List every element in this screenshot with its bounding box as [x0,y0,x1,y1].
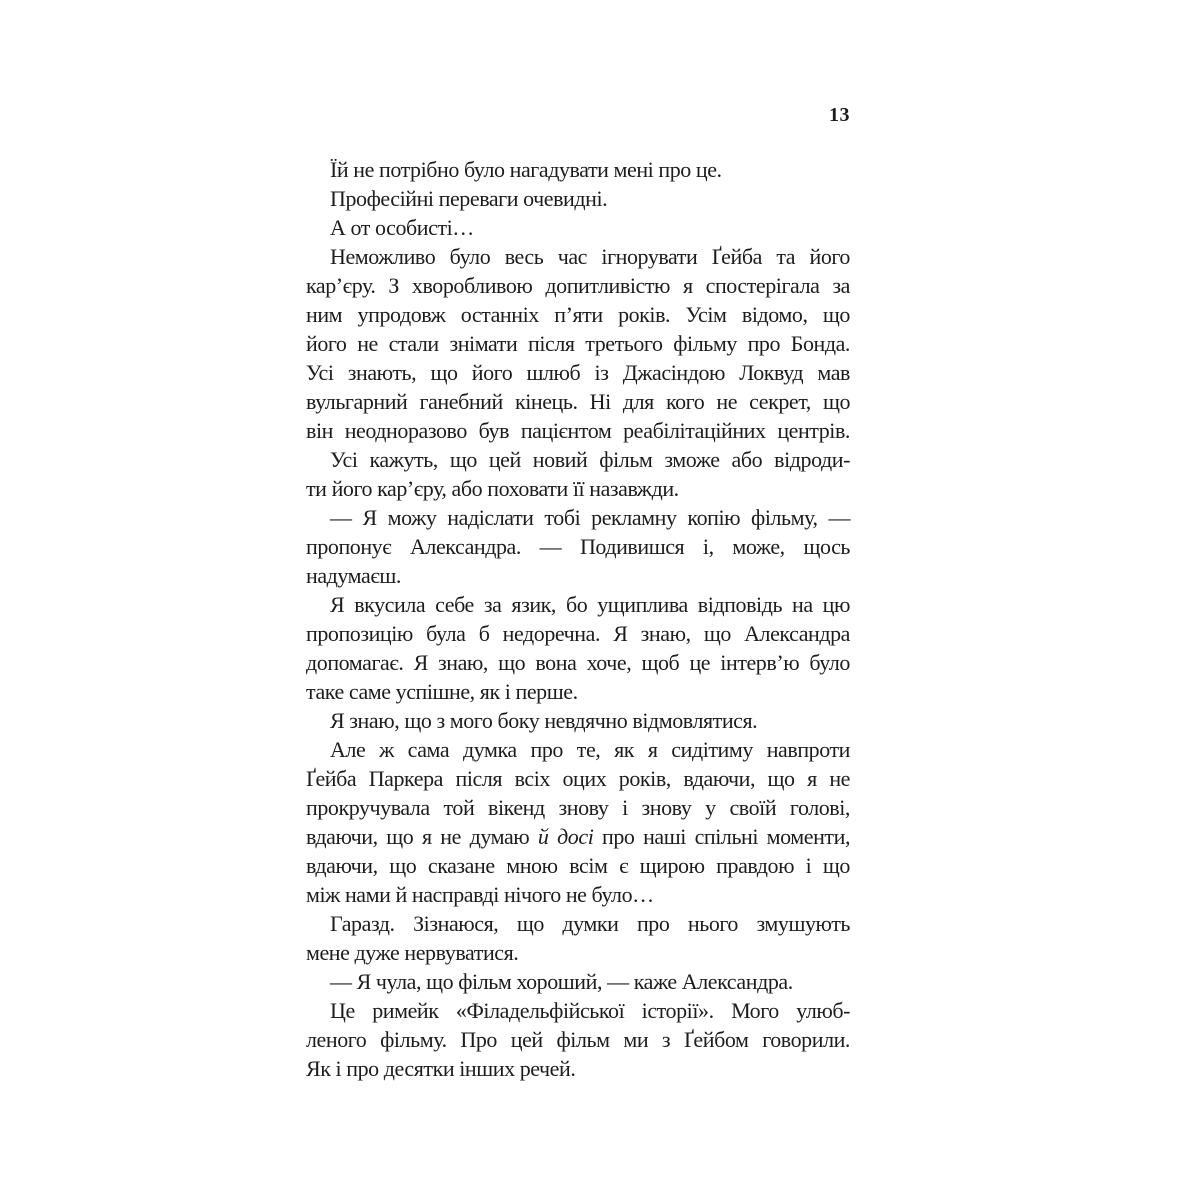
page-text [306,155,850,1083]
text-line: таке саме успішне, як і перше. [306,679,578,704]
text-line: леного фільму. Про цей фільм ми з Ґейбом говорили. [306,1027,850,1052]
text-line: вульгарний ганебний кінець. Ні для кого не секрет, що [306,389,850,414]
text-line: Професійні переваги очевидні. [330,186,608,211]
text-line: Я вкусила себе за язик, бо ущиплива відповідь на цю [330,592,850,617]
text-line: ти його кар’єру, або поховати її назавжди. [306,476,679,501]
text-line: пропонує Александра. — Подивишся і, може, щось [306,534,850,559]
text-line: прокручувала той вікенд знову і знову у своїй голові, [306,795,850,820]
text-line: — Я можу надіслати тобі рекламну копію фільму, — [330,505,850,530]
text-line: пропозицію була б недоречна. Я знаю, що Александра [306,621,850,646]
text-line: — Я чула, що фільм хороший, — каже Александра. [330,969,793,994]
text-line: Як і про десятки інших речей. [306,1056,576,1081]
text-line: Їй не потрібно було нагадувати мені про це. [330,157,722,182]
text-segment: вдаючи, що я не думаю [306,824,538,849]
text-line: допомагає. Я знаю, що вона хоче, щоб це інтерв’ю було [306,650,850,675]
text-line: Я знаю, що з мого боку невдячно відмовлятися. [330,708,758,733]
text-line: між нами й насправді нічого не було… [306,882,654,907]
text-line: А от особисті… [330,215,474,240]
text-line: його не стали знімати після третього фільму про Бонда. [306,331,850,356]
page-number: 13 [829,104,850,126]
text-line: вдаючи, що сказане мною всім є щирою правдою і що [306,853,850,878]
text-line: Гаразд. Зізнаюся, що думки про нього змушують [330,911,850,936]
text-line: ним упродовж останніх п’яти років. Усім відомо, що [306,302,850,327]
text-line: Усі кажуть, що цей новий фільм зможе або відроди- [330,447,850,472]
text-line: Це римейк «Філадельфійської історії». Мого улюб- [330,998,850,1023]
text-line: Але ж сама думка про те, як я сидітиму навпроти [330,737,850,762]
text-line: кар’єру. З хворобливою допитливістю я спостерігала за [306,273,850,298]
text-segment: про наші спільні моменти, [593,824,851,849]
text-line [306,822,850,851]
text-line: Неможливо було весь час ігнорувати Ґейба та його [330,244,850,269]
text-line: мене дуже нервуватися. [306,940,519,965]
text-line: надумаєш. [306,563,401,588]
text-line: він неодноразово був пацієнтом реабілітаційних центрів. [306,418,850,443]
text-line: Ґейба Паркера після всіх оцих років, вдаючи, що я не [306,766,850,791]
text-line: Усі знають, що його шлюб із Джасіндою Локвуд мав [306,360,850,385]
italic-phrase: й досі [537,824,594,849]
